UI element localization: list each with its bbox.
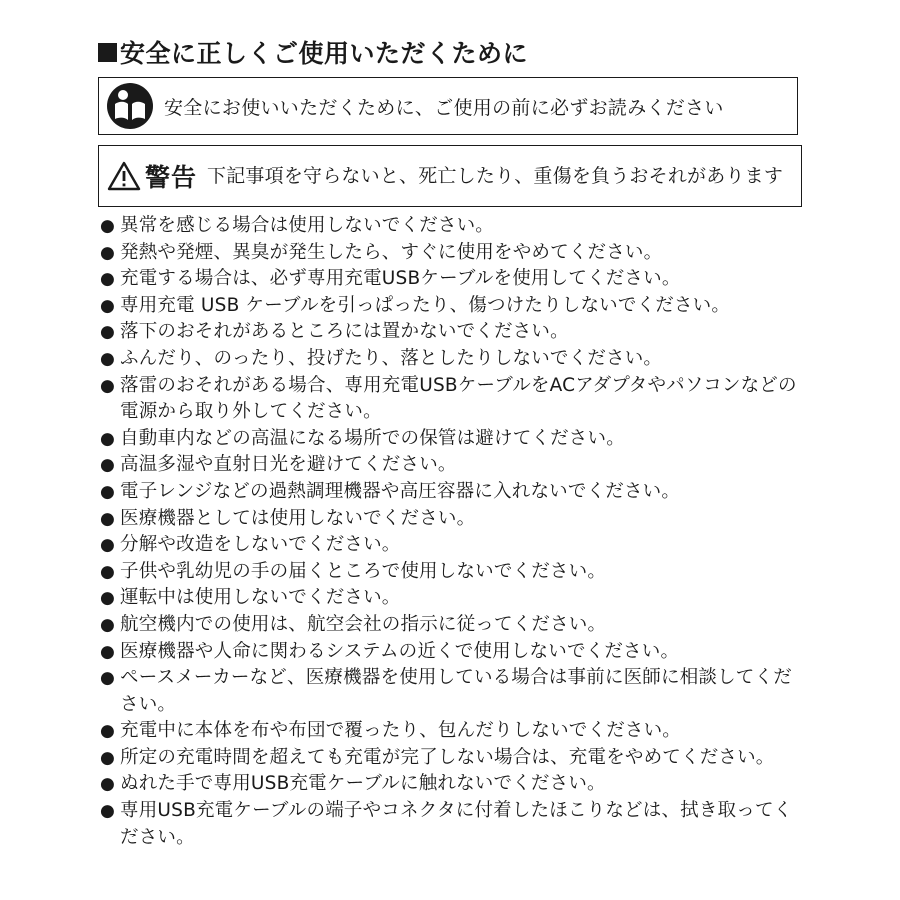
list-item-text: 医療機器や人命に関わるシステムの近くで使用しないでください。: [120, 640, 680, 662]
list-item-text: 充電中に本体を布や布団で覆ったり、包んだりしないでください。: [120, 720, 682, 742]
list-item-text: 航空機内での使用は、航空会社の指示に従ってください。: [120, 613, 607, 635]
list-item-text: 医療機器としては使用しないでください。: [120, 507, 476, 529]
warning-text: 下記事項を守らないと、死亡したり、重傷を負うおそれがあります: [207, 164, 784, 187]
list-item: [100, 665, 805, 718]
bullet-icon: ●: [100, 242, 116, 263]
list-item-text: 子供や乳幼児の手の届くところで使用しないでください。: [120, 560, 607, 582]
list-item: [100, 718, 805, 745]
list-item-text: 自動車内などの高温になる場所での保管は避けてください。: [120, 427, 625, 449]
list-item: [100, 213, 805, 240]
list-item: [100, 745, 805, 772]
list-item: [100, 771, 805, 798]
list-item-text: 電子レンジなどの過熱調理機器や高圧容器に入れないでください。: [120, 480, 681, 502]
bullet-icon: ●: [100, 747, 116, 768]
warning-triangle-icon: [107, 161, 141, 191]
list-item: [100, 346, 805, 373]
bullet-icon: ●: [100, 641, 116, 662]
warning-label: 警告: [145, 163, 198, 192]
list-item-text: ペースメーカーなど、医療機器を使用している場合は事前に医師に相談してください。: [120, 667, 792, 715]
page-title-text: 安全に正しくご使用いただくために: [120, 39, 529, 68]
notice-text: 安全にお使いいただくために、ご使用の前に必ずお読みください: [164, 96, 724, 119]
list-item: [100, 798, 805, 851]
bullet-icon: ●: [100, 295, 116, 316]
list-item-text: 運転中は使用しないでください。: [120, 587, 401, 609]
list-item: [100, 452, 805, 479]
list-item-text: 専用USB充電ケーブルの端子やコネクタに付着したほこりなどは、拭き取ってください。: [120, 800, 793, 848]
bullet-icon: ●: [100, 721, 116, 742]
list-item: [100, 373, 805, 426]
warning-box: [98, 145, 802, 207]
bullet-icon: ●: [100, 428, 116, 449]
list-item-text: 所定の充電時間を超えても充電が完了しない場合は、充電をやめてください。: [120, 746, 775, 768]
precaution-list: [100, 213, 805, 851]
list-item-text: 専用充電 USB ケーブルを引っぱったり、傷つけたりしないでください。: [120, 294, 731, 316]
bullet-icon: ●: [100, 375, 116, 396]
list-item: [100, 293, 805, 320]
bullet-icon: ●: [100, 614, 116, 635]
list-item: [100, 240, 805, 267]
bullet-icon: ●: [100, 508, 116, 529]
list-item-text: 落雷のおそれがある場合、専用充電USBケーブルをACアダプタやパソコンなどの電源から取り外してください。: [120, 374, 797, 423]
list-item: [100, 585, 805, 612]
bullet-icon: ●: [100, 455, 116, 476]
bullet-icon: ●: [100, 774, 116, 795]
bullet-icon: ●: [100, 269, 116, 290]
list-item: [100, 506, 805, 533]
list-item-text: 分解や改造をしないでください。: [120, 534, 401, 556]
notice-box: [98, 77, 798, 135]
square-bullet-icon: [98, 43, 117, 62]
list-item-text: ぬれた手で専用USB充電ケーブルに触れないでください。: [120, 773, 606, 795]
list-item: [100, 532, 805, 559]
bullet-icon: ●: [100, 588, 116, 609]
list-item-text: 充電する場合は、必ず専用充電USBケーブルを使用してください。: [120, 268, 681, 290]
bullet-icon: ●: [100, 561, 116, 582]
list-item-text: 落下のおそれがあるところには置かないでください。: [120, 321, 569, 343]
list-item-text: 発熱や発煙、異臭が発生したら、すぐに使用をやめてください。: [120, 241, 663, 263]
list-item: [100, 266, 805, 293]
bullet-icon: ●: [100, 322, 116, 343]
bullet-icon: ●: [100, 481, 116, 502]
list-item-text: ふんだり、のったり、投げたり、落としたりしないでください。: [120, 347, 663, 369]
bullet-icon: ●: [100, 801, 116, 822]
bullet-icon: ●: [100, 535, 116, 556]
list-item: [100, 426, 805, 453]
list-item-text: 異常を感じる場合は使用しないでください。: [120, 215, 495, 236]
bullet-icon: ●: [100, 348, 116, 369]
list-item: [100, 639, 805, 666]
list-item: [100, 319, 805, 346]
bullet-icon: ●: [100, 216, 116, 236]
page-title: [98, 34, 528, 70]
bullet-icon: ●: [100, 668, 116, 689]
list-item: [100, 559, 805, 586]
read-manual-icon: [106, 82, 154, 130]
list-item-text: 高温多湿や直射日光を避けてください。: [120, 454, 457, 476]
list-item: [100, 612, 805, 639]
list-item: [100, 479, 805, 506]
